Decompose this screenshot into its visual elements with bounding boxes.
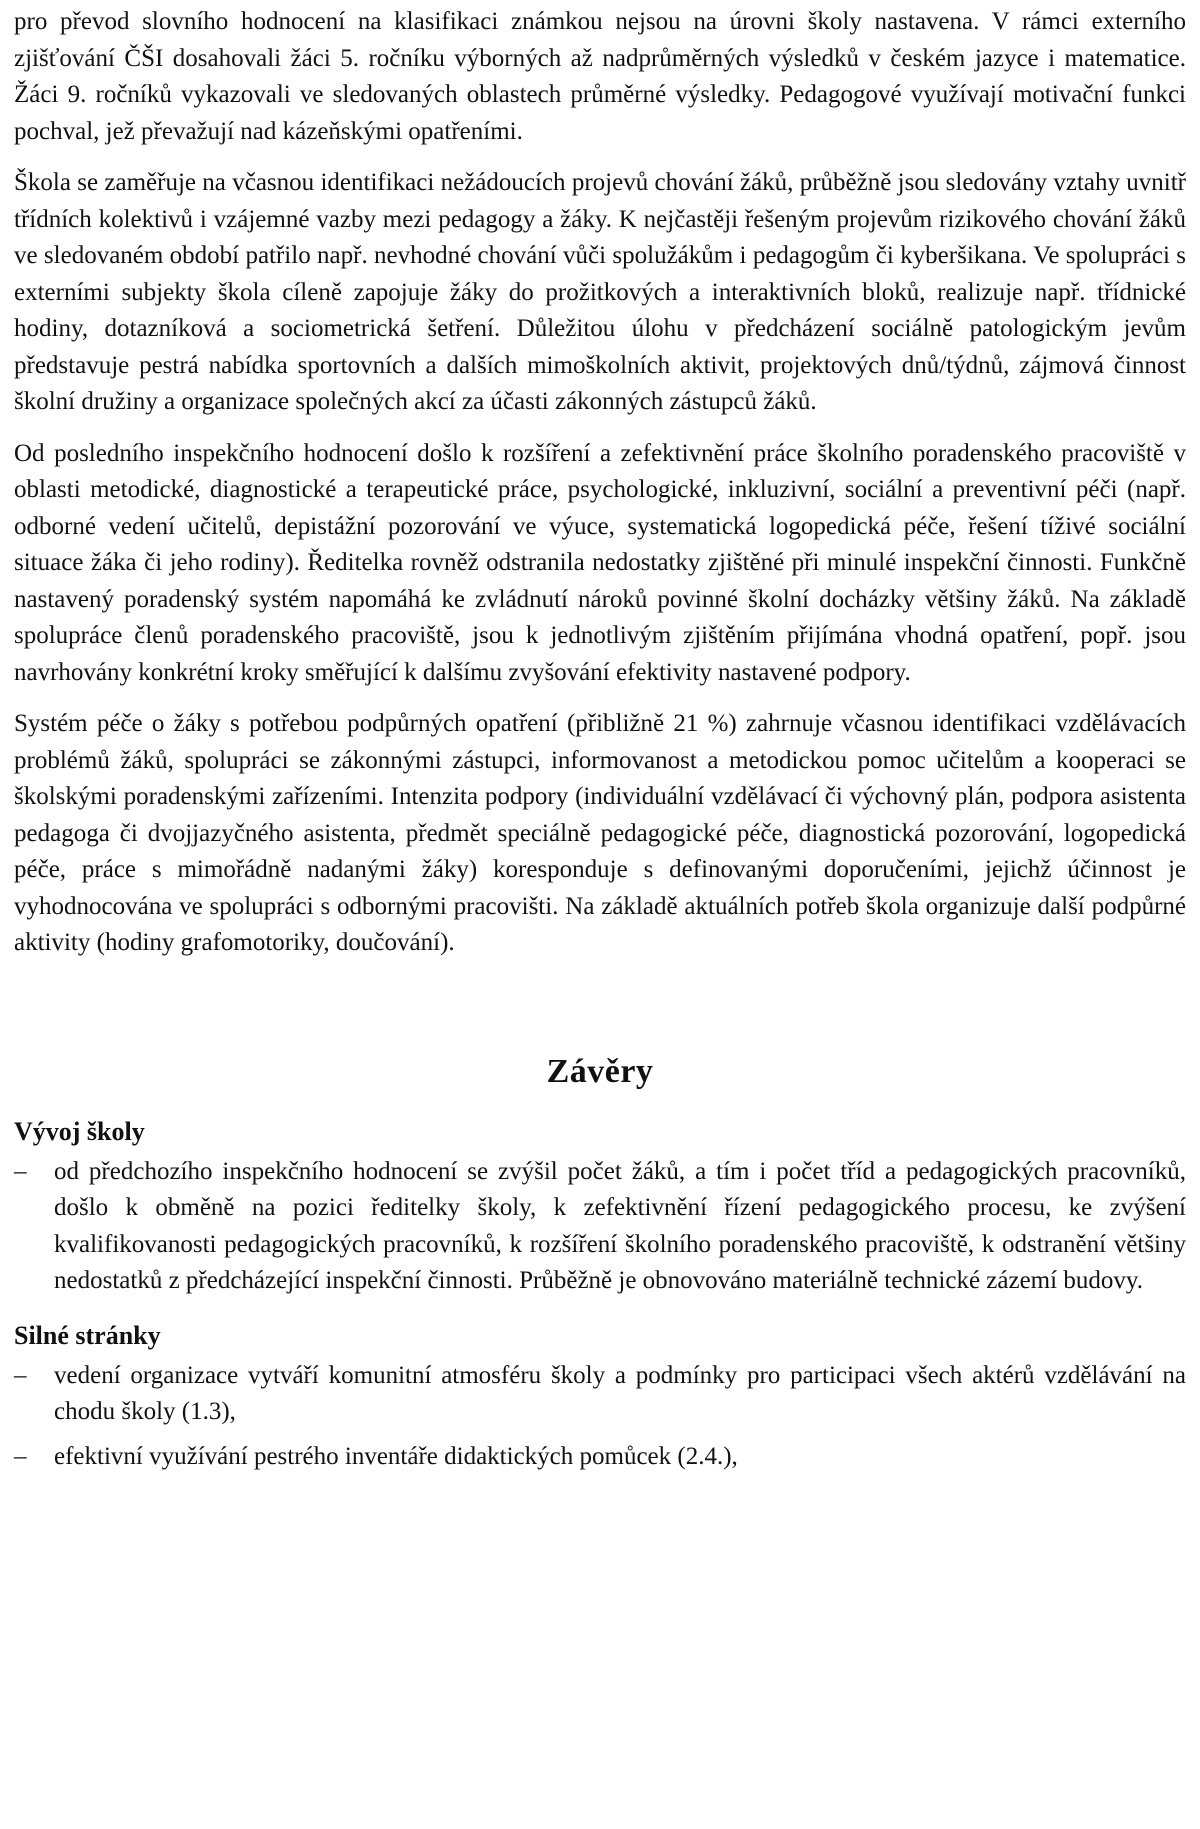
strengths-list	[14, 1358, 1186, 1476]
dash-bullet: –	[14, 1157, 27, 1185]
paragraph-behavior: Škola se zaměřuje na včasnou identifikaci nežádoucích projevů chování žáků, průběžně jsou sledovány vztahy uvnitř třídních kolektivů i vzájemné vazby mezi pedagogy a žáky. K nejčastěji řešeným projevům rizikového chování žáků ve sledovaném období patřilo např. nevhodné chování vůči spolužákům i pedagogům či kyberšikana. Ve spolupráci s externími subjekty škola cíleně zapojuje žáky do prožitkových a interaktivních bloků, realizuje např. třídnické hodiny, dotazníková a sociometrická šetření. Důležitou úlohu v předcházení sociálně patologickým jevům představuje pestrá nabídka sportovních a dalších mimoškolních aktivit, projektových dnů/týdnů, zájmová činnost školní družiny a organizace společných akcí za účasti zákonných zástupců žáků.	[14, 169, 1186, 415]
paragraph-counseling: Od posledního inspekčního hodnocení došlo k rozšíření a zefektivnění práce školního poradenského pracoviště v oblasti metodické, diagnostické a terapeutické práce, psychologické, inkluzivní, sociální a preventivní péči (např. odborné vedení učitelů, depistážní pozorování ve výuce, systematická logopedická péče, řešení tíživé sociální situace žáka či jeho rodiny). Ředitelka rovněž odstranila nedostatky zjištěné při minulé inspekční činnosti. Funkčně nastavený poradenský systém napomáhá ke zvládnutí nároků povinné školní docházky většiny žáků. Na základě spolupráce členů poradenského pracoviště, jsou k jednotlivým zjištěním přijímána vhodná opatření, popř. jsou navrhovány konkrétní kroky směřující k dalšímu zvyšování efektivity nastavené podpory.	[14, 439, 1186, 686]
list-item	[14, 1358, 1186, 1431]
subheading-strengths: Silné stránky	[14, 1320, 161, 1350]
paragraph-grading: pro převod slovního hodnocení na klasifikaci známkou nejsou na úrovni školy nastavena. V rámci externího zjišťování ČŠI dosahovali žáci 5. ročníku výborných až nadprůměrných výsledků v českém jazyce i matematice. Žáci 9. ročníků vykazovali ve sledovaných oblastech průměrné výsledky. Pedagogové využívají motivační funkci pochval, jež převažují nad kázeňskými opatřeními.	[14, 8, 1186, 145]
list-item	[14, 1439, 1186, 1476]
document-page	[14, 4, 1186, 1483]
section-title-conclusions: Závěry	[546, 1052, 654, 1090]
list-item-text: vedení organizace vytváří komunitní atmosféru školy a podmínky pro participaci všech aktérů vzdělávání na chodu školy (1.3),	[54, 1361, 1186, 1425]
list-item-text: efektivní využívání pestrého inventáře didaktických pomůcek (2.4.),	[54, 1442, 738, 1470]
development-list	[14, 1154, 1186, 1300]
list-item	[14, 1154, 1186, 1300]
dash-bullet: –	[14, 1442, 27, 1470]
dash-bullet: –	[14, 1361, 27, 1389]
subheading-development: Vývoj školy	[14, 1116, 145, 1146]
paragraph-support-system: Systém péče o žáky s potřebou podpůrných opatření (přibližně 21 %) zahrnuje včasnou identifikaci vzdělávacích problémů žáků, spolupráci se zákonnými zástupci, informovanost a metodickou pomoc učitelům a kooperaci se školskými poradenskými zařízeními. Intenzita podpory (individuální vzdělávací či výchovný plán, podpora asistenta pedagoga či dvojjazyčného asistenta, předmět speciálně pedagogické péče, diagnostická pozorování, logopedická péče, práce s mimořádně nadanými žáky) koresponduje s definovanými doporučeními, jejichž účinnost je vyhodnocována ve spolupráci s odbornými pracovišti. Na základě aktuálních potřeb škola organizuje další podpůrné aktivity (hodiny grafomotoriky, doučování).	[14, 710, 1186, 956]
list-item-text: od předchozího inspekčního hodnocení se zvýšil počet žáků, a tím i počet tříd a pedagogických pracovníků, došlo k obměně na pozici ředitelky školy, k zefektivnění řízení pedagogického procesu, ke zvýšení kvalifikovanosti pedagogických pracovníků, k rozšíření školního poradenského pracoviště, k odstranění většiny nedostatků z předcházející inspekční činnosti. Průběžně je obnovováno materiálně technické zázemí budovy.	[54, 1157, 1186, 1294]
